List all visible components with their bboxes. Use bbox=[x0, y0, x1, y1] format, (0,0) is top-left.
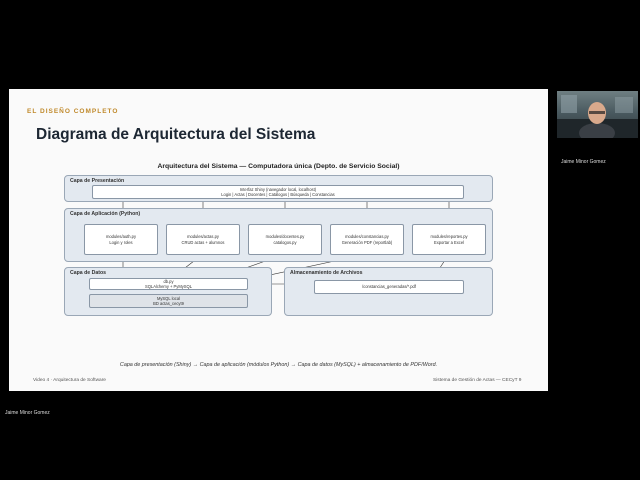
module-docentes-desc: catalogos.py bbox=[273, 239, 297, 245]
module-auth-desc: Login y roles bbox=[109, 239, 133, 245]
mysql-box bbox=[89, 294, 248, 308]
presentation-layer-label: Capa de Presentación bbox=[70, 178, 125, 184]
module-auth-box bbox=[84, 224, 158, 255]
data-layer-label: Capa de Datos bbox=[70, 270, 107, 276]
module-auth-file: modules/auth.py bbox=[105, 234, 137, 240]
pdf-folder-path: /constancias_generadas/*.pdf bbox=[362, 284, 416, 290]
slide-caption: Capa de presentación (Shiny) → Capa de aplicación (módulos Python) → Capa de datos (MySQL) + almacenamiento de PDF/Word. bbox=[119, 362, 438, 368]
module-docentes-file: modules/docentes.py bbox=[265, 234, 305, 240]
data-layer bbox=[64, 267, 272, 316]
slide-kicker: EL DISEÑO COMPLETO bbox=[27, 108, 119, 115]
presenter-name: Jaime Minor Gomez bbox=[561, 159, 606, 165]
module-reportes-desc: Exportar a Excel bbox=[433, 239, 465, 245]
presenter-video-tile[interactable] bbox=[557, 91, 638, 138]
slide-title: Diagrama de Arquitectura del Sistema bbox=[36, 126, 316, 143]
presenter-avatar bbox=[557, 91, 638, 138]
db-module-desc: SQLAlchemy + PyMySQL bbox=[145, 284, 192, 289]
shiny-interface-box bbox=[92, 185, 464, 199]
module-constancias-desc: Generación PDF (reportlab) bbox=[341, 239, 393, 245]
storage-layer bbox=[284, 267, 493, 316]
mysql-db-name: BD actas_cecyt9 bbox=[153, 301, 184, 306]
slide-footer-right: Sistema de Gestión de Actas — CECyT 9 bbox=[433, 378, 522, 383]
storage-layer-label: Almacenamiento de Archivos bbox=[290, 270, 363, 276]
slide-footer-left: Video 4 · Arquitectura de Software bbox=[33, 378, 106, 383]
db-module-box bbox=[89, 278, 248, 290]
module-actas-file: modules/actas.py bbox=[187, 234, 219, 240]
module-reportes-box bbox=[412, 224, 486, 255]
application-layer-label: Capa de Aplicación (Python) bbox=[70, 211, 141, 217]
db-module-file: db.py bbox=[163, 278, 174, 284]
module-constancias-file: modules/constancias.py bbox=[345, 234, 389, 240]
shiny-interface-title: Interfaz Shiny (navegador local, localhost) bbox=[239, 186, 317, 192]
diagram-title: Arquitectura del Sistema — Computadora única (Depto. de Servicio Social) bbox=[157, 163, 400, 170]
module-docentes-box bbox=[248, 224, 322, 255]
self-view-name: Jaime Minor Gomez bbox=[5, 410, 50, 416]
pdf-folder-box bbox=[314, 280, 464, 294]
module-constancias-box bbox=[330, 224, 404, 255]
module-reportes-file: modules/reportes.py bbox=[430, 234, 468, 240]
presentation-layer bbox=[64, 175, 493, 202]
mysql-title: MySQL local bbox=[156, 295, 181, 301]
shiny-interface-sections: Login | Actas | Docentes | Catálogos | Búsqueda | Constancias bbox=[221, 192, 335, 197]
module-actas-box bbox=[166, 224, 240, 255]
module-actas-desc: CRUD actas + alumnos bbox=[181, 239, 225, 245]
architecture-diagram bbox=[62, 163, 495, 318]
application-layer bbox=[64, 208, 493, 262]
